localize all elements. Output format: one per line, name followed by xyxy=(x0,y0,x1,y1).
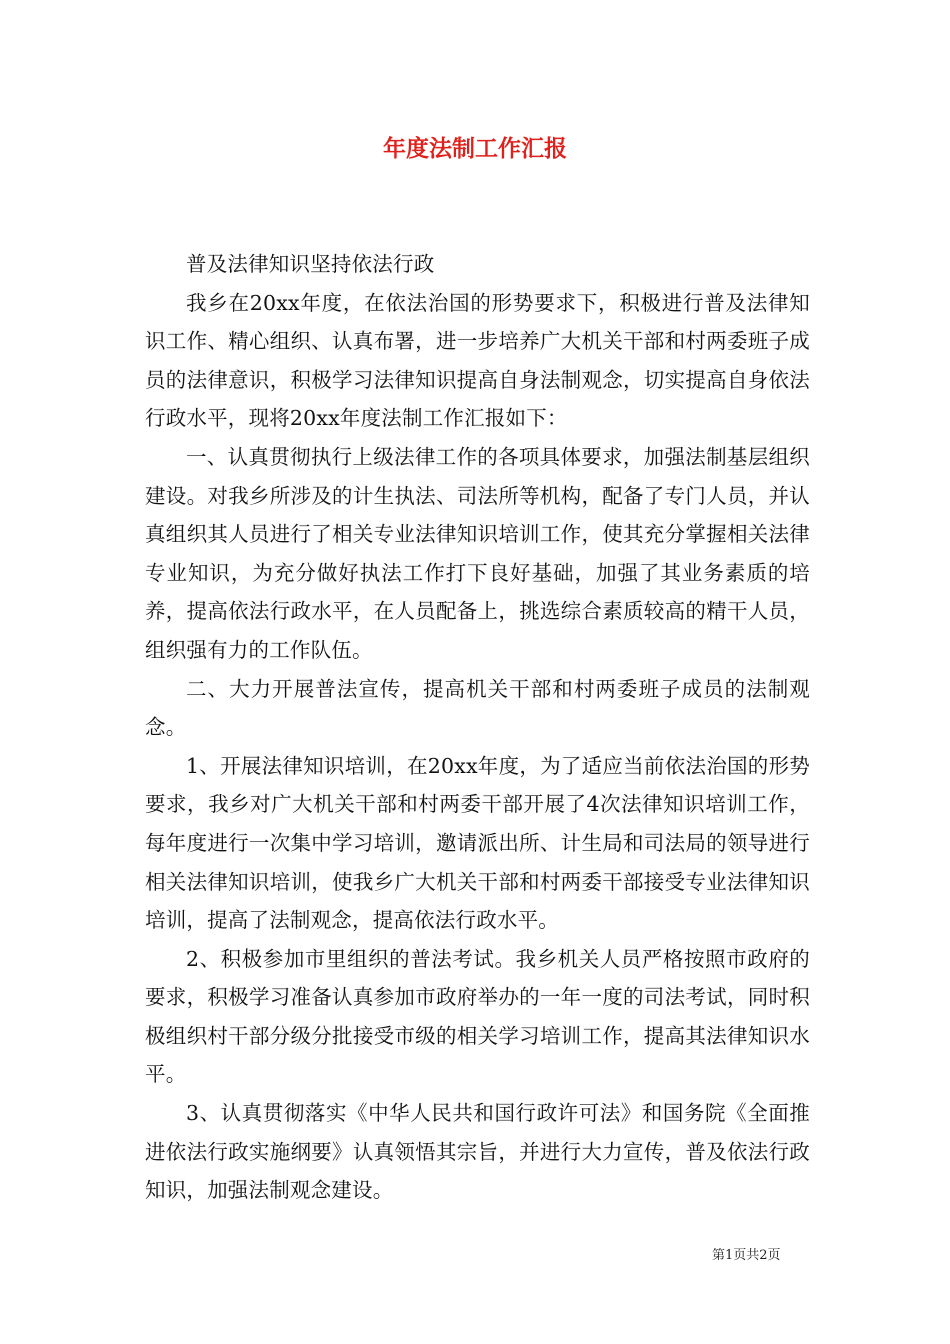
paragraph-item-1: 1、开展法律知识培训，在20xx年度，为了适应当前依法治国的形势要求，我乡对广大机关干部和村两委干部开展了4次法律知识培训工作，每年度进行一次集中学习培训，邀请派出所、计生局和司法局的领导进行相关法律知识培训，使我乡广大机关干部和村两委干部接受专业法律知识培训，提高了法制观念，提高依法行政水平。 xyxy=(145,753,810,933)
page-number: 第1页共2页 xyxy=(712,1248,781,1263)
document-body xyxy=(145,245,810,1210)
paragraph-section-2: 二、大力开展普法宣传，提高机关干部和村两委班子成员的法制观念。 xyxy=(145,676,810,740)
paragraph-intro: 我乡在20xx年度，在依法治国的形势要求下，积极进行普及法律知识工作、精心组织、认真布署，进一步培养广大机关干部和村两委班子成员的法律意识，积极学习法律知识提高自身法制观念，切实提高自身依法行政水平，现将20xx年度法制工作汇报如下： xyxy=(145,290,810,431)
paragraph-item-3: 3、认真贯彻落实《中华人民共和国行政许可法》和国务院《全面推进依法行政实施纲要》认真领悟其宗旨，并进行大力宣传，普及依法行政知识，加强法制观念建设。 xyxy=(145,1101,810,1203)
paragraph-subtitle: 普及法律知识坚持依法行政 xyxy=(186,252,435,276)
document-title: 年度法制工作汇报 xyxy=(383,135,567,162)
paragraph-item-2: 2、积极参加市里组织的普法考试。我乡机关人员严格按照市政府的要求，积极学习准备认真参加市政府举办的一年一度的司法考试，同时积极组织村干部分级分批接受市级的相关学习培训工作，提高其法律知识水平。 xyxy=(145,946,810,1087)
paragraph-section-1: 一、认真贯彻执行上级法律工作的各项具体要求，加强法制基层组织建设。对我乡所涉及的计生执法、司法所等机构，配备了专门人员，并认真组织其人员进行了相关专业法律知识培训工作，使其充分掌握相关法律专业知识，为充分做好执法工作打下良好基础，加强了其业务素质的培养，提高依法行政水平，在人员配备上，挑选综合素质较高的精干人员，组织强有力的工作队伍。 xyxy=(145,444,810,662)
